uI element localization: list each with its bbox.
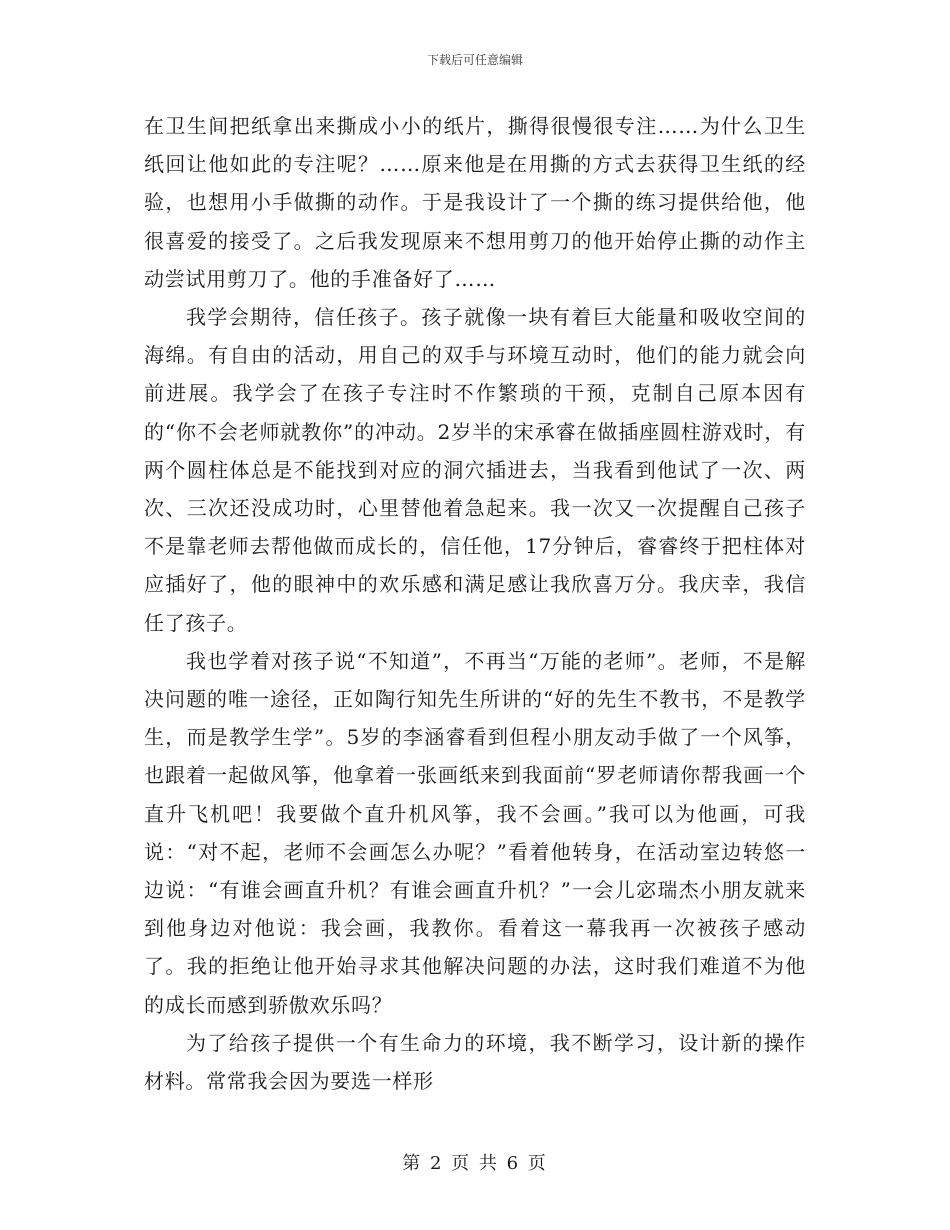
page-number: 第 2 页 共 6 页 bbox=[402, 1153, 548, 1174]
page-header: 下载后可任意编辑 bbox=[426, 53, 523, 67]
document-body bbox=[144, 107, 806, 1100]
paragraph: 在卫生间把纸拿出来撕成小小的纸片，撕得很慢很专注……为什么卫生纸回让他如此的专注呢？……原来他是在用撕的方式去获得卫生纸的经验，也想用小手做撕的动作。于是我设计了一个撕的练习提供给他，他很喜爱的接受了。之后我发现原来不想用剪刀的他开始停止撕的动作主动尝试用剪刀了。他的手准备好了…… bbox=[144, 114, 806, 291]
paragraph: 我也学着对孩子说“不知道”，不再当“万能的老师”。老师，不是解决问题的唯一途径，正如陶行知先生所讲的“好的先生不教书，不是教学生，而是教学生学”。5岁的李涵睿看到但程小朋友动手做了一个风筝，也跟着一起做风筝，他拿着一张画纸来到我面前“罗老师请你帮我画一个直升飞机吧！我要做个直升机风筝，我不会画。”我可以为他画，可我说：“对不起，老师不会画怎么办呢？”看着他转身，在活动室边转悠一边说：“有谁会画直升机？有谁会画直升机？”一会儿宓瑞杰小朋友就来到他身边对他说：我会画，我教你。看着这一幕我再一次被孩子感动了。我的拒绝让他开始寻求其他解决问题的办法，这时我们难道不为他的成长而感到骄傲欢乐吗？ bbox=[144, 648, 806, 1017]
paragraph: 为了给孩子提供一个有生命力的环境，我不断学习，设计新的操作材料。常常我会因为要选一样形 bbox=[144, 1030, 806, 1094]
paragraph: 我学会期待，信任孩子。孩子就像一块有着巨大能量和吸收空间的海绵。有自由的活动，用自己的双手与环境互动时，他们的能力就会向前进展。我学会了在孩子专注时不作繁琐的干预，克制自己原本因有的“你不会老师就教你”的冲动。2岁半的宋承睿在做插座圆柱游戏时，有两个圆柱体总是不能找到对应的洞穴插进去，当我看到他试了一次、两次、三次还没成功时，心里替他着急起来。我一次又一次提醒自己孩子不是靠老师去帮他做而成长的，信任他，17分钟后，睿睿终于把柱体对应插好了，他的眼神中的欢乐感和满足感让我欣喜万分。我庆幸，我信任了孩子。 bbox=[144, 305, 806, 635]
